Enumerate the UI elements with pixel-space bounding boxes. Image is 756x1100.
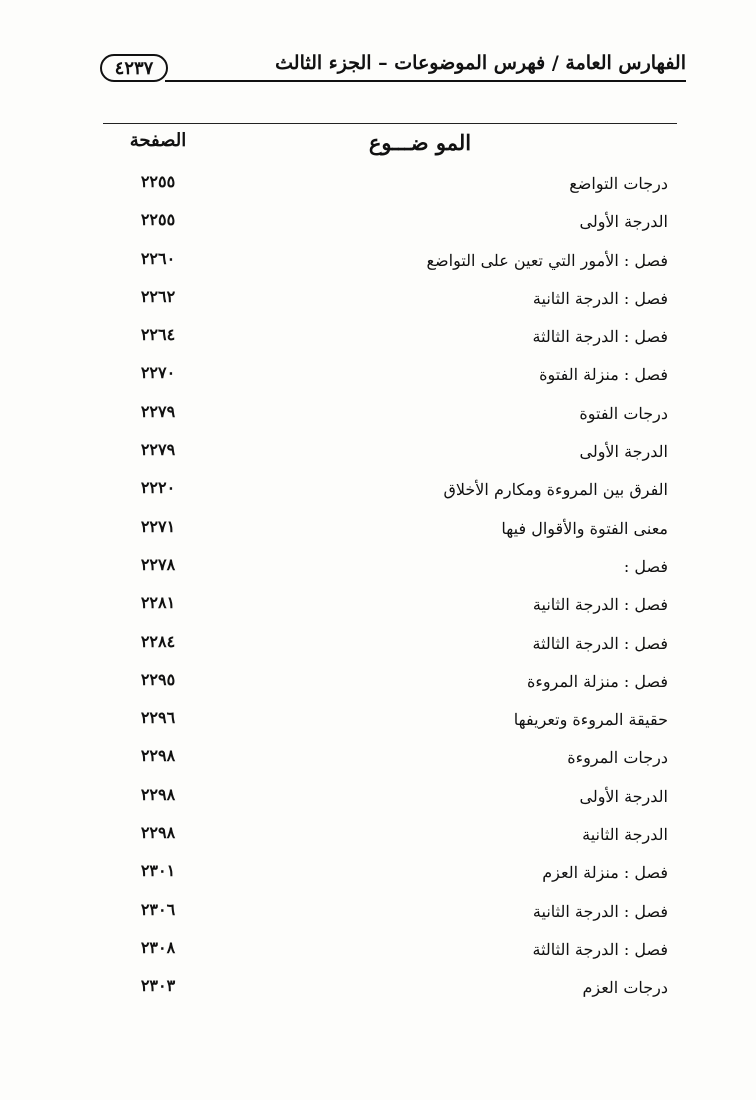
entry-page-number: ٢٢٨١ — [140, 593, 176, 613]
entry-page-number: ٢٢٥٥ — [140, 210, 176, 230]
entry-title: فصل : منزلة العزم — [542, 863, 668, 883]
entry-title: الدرجة الأولى — [579, 212, 668, 232]
index-entry — [103, 359, 668, 397]
entry-page-number: ٢٢٧١ — [140, 516, 176, 536]
index-entry — [103, 742, 668, 780]
entry-title: فصل : الدرجة الثالثة — [532, 939, 668, 959]
index-entry — [103, 589, 668, 627]
index-entry — [103, 206, 668, 244]
index-entry — [103, 474, 668, 512]
index-entry — [103, 436, 668, 474]
entry-page-number: ٢٢٩٨ — [140, 784, 176, 804]
index-entry — [103, 896, 668, 934]
entry-title: فصل : الدرجة الثانية — [532, 901, 668, 921]
entry-page-number: ٢٣٠٨ — [140, 937, 176, 957]
index-entry — [103, 972, 668, 1010]
index-entry — [103, 857, 668, 895]
page-number: ٤٢٣٧ — [100, 54, 168, 82]
entry-page-number: ٢٢٥٥ — [140, 172, 176, 191]
entry-page-number: ٢٢٢٠ — [140, 478, 176, 498]
index-entry — [103, 819, 668, 857]
entry-page-number: ٢٣٠١ — [140, 861, 176, 881]
entry-page-number: ٢٢٨٤ — [140, 631, 176, 651]
index-entry — [103, 168, 668, 206]
index-entry — [103, 551, 668, 589]
entry-page-number: ٢٢٩٥ — [140, 669, 176, 689]
entry-title: الفرق بين المروءة ومكارم الأخلاق — [443, 480, 668, 500]
entry-page-number: ٢٢٦٢ — [140, 286, 176, 306]
entry-title: فصل : الدرجة الثالثة — [532, 633, 668, 653]
index-entry — [103, 513, 668, 551]
table-top-rule — [103, 123, 677, 124]
entry-title: الدرجة الأولى — [579, 442, 668, 462]
entry-title: فصل : منزلة الفتوة — [539, 365, 668, 385]
entry-title: فصل : الدرجة الثانية — [532, 288, 668, 308]
entry-page-number: ٢٣٠٦ — [140, 899, 176, 919]
running-title: الفهارس العامة / فهرس الموضوعات – الجزء الثالث — [275, 52, 686, 74]
entry-title: درجات المروءة — [567, 748, 668, 768]
page-column-header: الصفحة — [129, 130, 187, 151]
index-entry — [103, 704, 668, 742]
index-entry — [103, 321, 668, 359]
entry-title: فصل : منزلة المروءة — [527, 671, 668, 691]
index-entry — [103, 666, 668, 704]
index-entry — [103, 398, 668, 436]
entry-title: الدرجة الأولى — [579, 786, 668, 806]
topic-column-header: المو ضـــوع — [368, 130, 472, 155]
entry-title: فصل : الأمور التي تعين على التواضع — [426, 250, 668, 270]
entry-page-number: ٢٢٧٨ — [140, 554, 176, 574]
entry-title: فصل : الدرجة الثانية — [532, 595, 668, 615]
entry-title: فصل : — [623, 556, 668, 576]
entry-page-number: ٢٢٩٨ — [140, 746, 176, 766]
entry-page-number: ٢٢٩٦ — [140, 708, 176, 728]
index-entries — [103, 168, 668, 1011]
entry-page-number: ٢٢٧٩ — [140, 401, 176, 421]
entry-title: الدرجة الثانية — [582, 825, 668, 845]
entry-page-number: ٢٢٩٨ — [140, 823, 176, 843]
entry-title: درجات العزم — [582, 978, 668, 998]
entry-title: درجات الفتوة — [579, 403, 668, 423]
entry-page-number: ٢٣٠٣ — [140, 976, 176, 996]
entry-page-number: ٢٢٦٠ — [140, 248, 176, 268]
entry-title: معنى الفتوة والأقوال فيها — [501, 518, 668, 538]
entry-title: درجات التواضع — [569, 174, 668, 193]
index-entry — [103, 245, 668, 283]
index-entry — [103, 628, 668, 666]
index-entry — [103, 934, 668, 972]
entry-page-number: ٢٢٧٩ — [140, 440, 176, 460]
entry-page-number: ٢٢٦٤ — [140, 325, 176, 345]
index-entry — [103, 781, 668, 819]
header-rule — [165, 80, 686, 82]
entry-title: فصل : الدرجة الثالثة — [532, 327, 668, 347]
entry-title: حقيقة المروءة وتعريفها — [513, 710, 668, 730]
entry-page-number: ٢٢٧٠ — [140, 363, 176, 383]
index-entry — [103, 283, 668, 321]
